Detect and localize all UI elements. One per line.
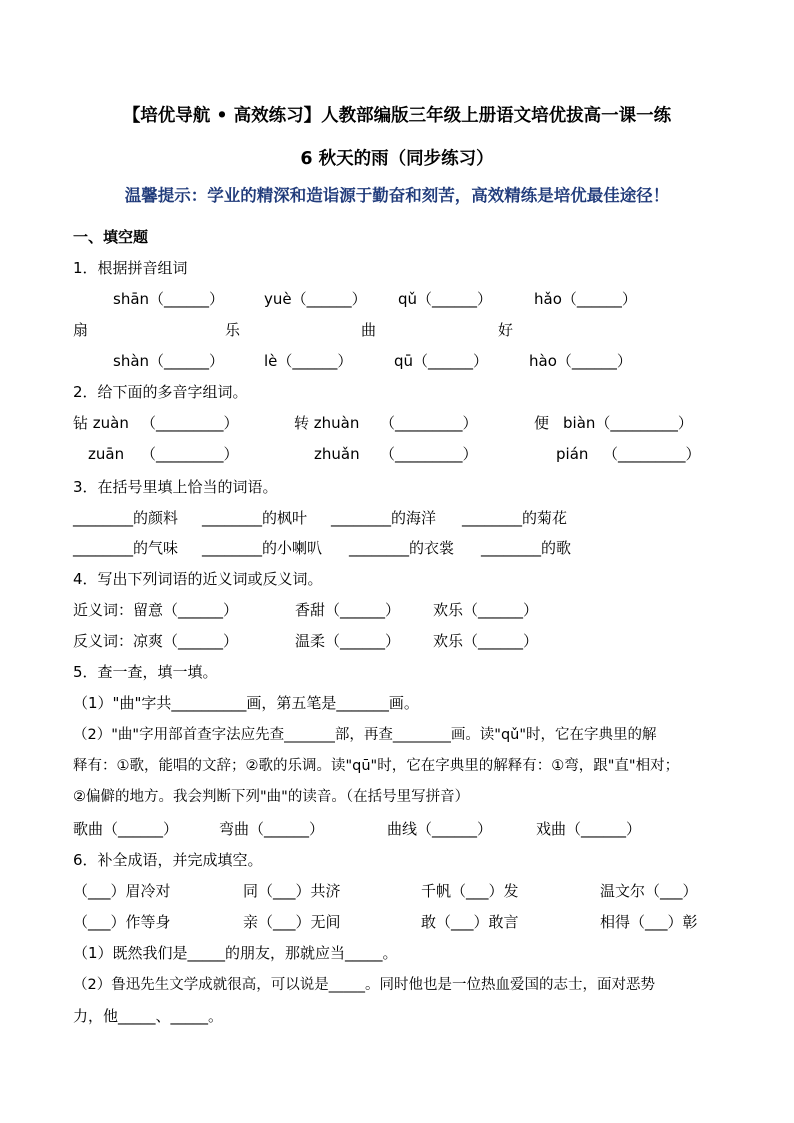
q4-title: 4．写出下列词语的近义词或反义词。 [73,570,323,588]
tip-banner: 温馨提示：学业的精深和造诣源于勤奋和刻苦，高效精练是培优最佳途径！ [124,186,670,205]
q5-title: 5．查一查，填一填。 [73,663,218,681]
q3-item: ________的衣裳 [349,539,455,557]
q3-item: ________的海洋 [331,509,437,527]
q6-idiom: 温文尔（___） [600,882,698,900]
q1-pinyin-hao3: hǎo（______） [534,290,637,308]
section-heading: 一、填空题 [73,228,149,246]
q2-zuan4: 钻 zuàn [73,414,129,432]
q4-antonym: 欢乐（______） [433,632,539,650]
q5-reading: 歌曲（______） [73,820,179,838]
q2-blank: （_________） [141,445,239,463]
document-title: 【培优导航 • 高效练习】人教部编版三年级上册语文培优拔高一课一练 [122,106,672,126]
q1-pinyin-yue: yuè（______） [264,290,367,308]
q1-pinyin-shan4: shàn（______） [113,352,225,370]
q1-title: 1．根据拼音组词 [73,259,188,277]
q3-item: ________的菊花 [462,509,568,527]
q6-part1: （1）既然我们是_____的朋友，那就应当_____。 [73,944,398,962]
q6-idiom: （___）眉冷对 [73,882,171,900]
q3-item: ________的枫叶 [202,509,308,527]
q6-part2-cont: 力，他_____、_____。 [73,1007,224,1025]
q3-item: ________的歌 [481,539,572,557]
q4-synonym: 近义词：留意（______） [73,601,239,619]
q3-item: ________的气味 [73,539,179,557]
q1-char-le: 乐 [225,321,241,339]
lesson-title: 6 秋天的雨（同步练习） [300,149,494,169]
q2-zhuan3: zhuǎn [314,445,360,463]
q6-idiom: 敢（___）敢言 [421,913,519,931]
q2-title: 2．给下面的多音字组词。 [73,383,248,401]
q5-part2: （2）"曲"字用部首查字法应先查_______部，再查________画。读"qǔ"时，它在字典里的解 [73,727,657,743]
q1-pinyin-hao4: hào（______） [529,352,632,370]
q4-antonym: 温柔（______） [295,632,401,650]
q2-pian: pián [556,445,589,463]
q2-bian-char: 便 [534,414,550,432]
q1-pinyin-qu3: qǔ（______） [398,290,493,308]
q6-idiom: 同（___）共济 [243,882,341,900]
q4-synonym: 香甜（______） [295,601,401,619]
q2-blank: （_________） [380,414,478,432]
q1-pinyin-shan: shān（______） [113,290,225,308]
q3-title: 3．在括号里填上恰当的词语。 [73,478,278,496]
q5-part1: （1）"曲"字共__________画，第五笔是_______画。 [73,694,419,712]
q4-antonym: 反义词：凉爽（______） [73,632,239,650]
q5-reading: 弯曲（______） [219,820,325,838]
q2-blank: （_________） [380,445,478,463]
q3-item: ________的颜料 [73,509,179,527]
q2-blank: （_________） [603,445,701,463]
q1-pinyin-qu1: qū（______） [394,352,489,370]
q1-char-shan: 扇 [73,321,89,339]
q1-char-qu: 曲 [361,321,377,339]
q5-part2-cont: 释有：①歌，能唱的文辞；②歌的乐调。读"qū"时，它在字典里的解释有：①弯，跟"直"相对； [73,758,680,774]
q6-idiom: 相得（___）彰 [600,913,698,931]
q4-synonym: 欢乐（______） [433,601,539,619]
q6-part2: （2）鲁迅先生文学成就很高，可以说是_____。同时他也是一位热血爱国的志士，面对恶势 [73,977,655,993]
q2-bian: biàn（_________） [563,414,693,432]
q6-idiom: 亲（___）无间 [243,913,341,931]
q5-reading: 曲线（______） [387,820,493,838]
q2-blank: （_________） [141,414,239,432]
q2-zuan1: zuān [88,445,125,463]
q5-reading: 戏曲（______） [536,820,642,838]
q6-idiom: 千帆（___）发 [421,882,519,900]
q1-pinyin-le: lè（______） [264,352,353,370]
q2-zhuan4: 转 zhuàn [294,414,360,432]
q6-title: 6．补全成语，并完成填空。 [73,851,263,869]
q1-char-hao: 好 [498,321,514,339]
q5-part2-cont: ②偏僻的地方。我会判断下列"曲"的读音。（在括号里写拼音） [73,789,470,805]
q3-item: ________的小喇叭 [202,539,323,557]
q6-idiom: （___）作等身 [73,913,171,931]
